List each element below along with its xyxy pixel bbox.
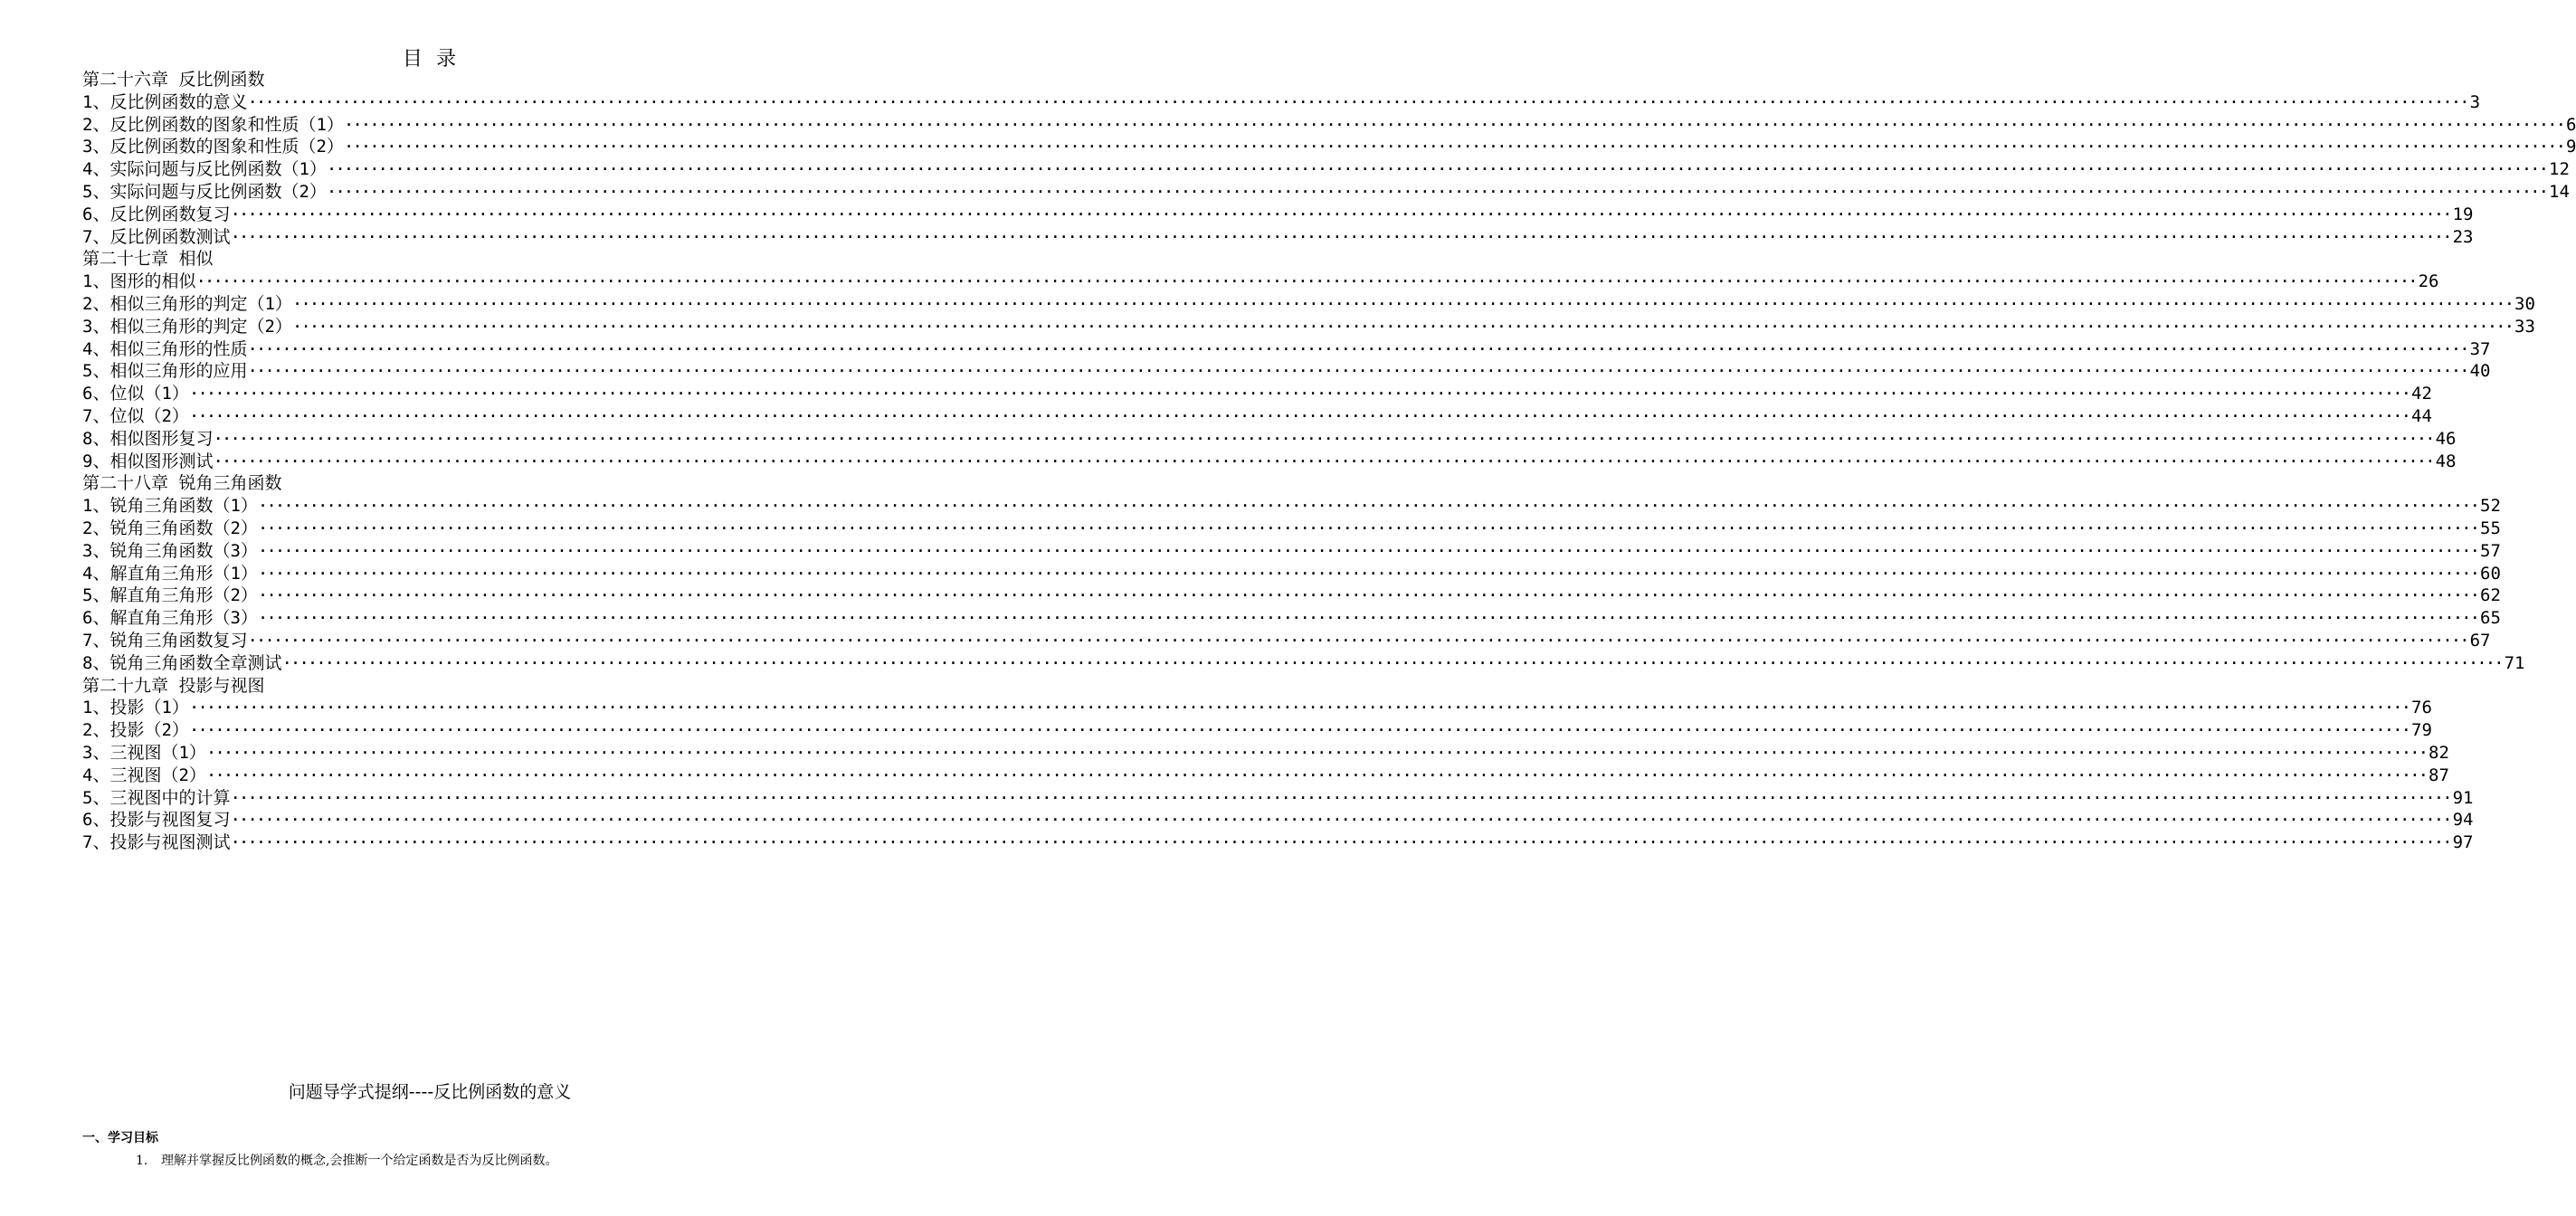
toc-entry: [82, 383, 2432, 405]
toc-entry: [82, 451, 2457, 473]
toc-entry-label: 6、投影与视图复习: [82, 810, 231, 831]
dot-leader: ····································································································································································································································································: [230, 832, 2451, 853]
dot-leader: ····································································································································································································································································: [188, 405, 2410, 426]
chapter-heading: 第二十六章 反比例函数: [82, 70, 265, 90]
toc-entry-label: 1、反比例函数的意义: [82, 91, 248, 112]
toc-entry: [82, 495, 2501, 518]
dot-leader: ····································································································································································································································································: [195, 271, 2417, 292]
toc-entry-label: 7、位似（2）: [82, 405, 189, 426]
dot-leader: ····································································································································································································································································: [257, 518, 2479, 538]
toc-entry-page: 52: [2480, 496, 2501, 517]
toc-entry: [82, 765, 2449, 787]
toc-entry-page: 9: [2566, 137, 2576, 157]
section-heading: 一、学习目标: [82, 1131, 158, 1145]
toc-entry-label: 7、锐角三角函数复习: [82, 630, 248, 651]
dot-leader: ····································································································································································································································································: [213, 428, 2434, 449]
dot-leader: ····································································································································································································································································: [281, 652, 2503, 673]
toc-entry: [82, 316, 2535, 338]
toc-entry: [82, 831, 2474, 854]
toc-entry-label: 1、投影（1）: [82, 698, 189, 718]
toc-entry: [82, 114, 2576, 137]
toc-entry-page: 97: [2452, 832, 2474, 853]
dot-leader: ····································································································································································································································································: [257, 563, 2479, 584]
outline-title: 问题导学式提纲----反比例函数的意义: [288, 1082, 572, 1102]
dot-leader: ····································································································································································································································································: [188, 698, 2410, 718]
dot-leader: ····································································································································································································································································: [188, 720, 2410, 741]
toc-entry-label: 1、锐角三角函数（1）: [82, 496, 258, 517]
toc-entry-label: 4、实际问题与反比例函数（1）: [82, 159, 327, 180]
toc-entry-page: 42: [2411, 384, 2432, 404]
toc-entry-page: 26: [2418, 271, 2439, 292]
table-of-contents: [82, 69, 2576, 854]
dot-leader: ····································································································································································································································································: [230, 226, 2451, 247]
dot-leader: ····································································································································································································································································: [247, 361, 2468, 382]
chapter-heading: 第二十九章 投影与视图: [82, 675, 265, 696]
toc-entry-label: 4、相似三角形的性质: [82, 338, 248, 359]
toc-entry-label: 5、实际问题与反比例函数（2）: [82, 181, 327, 202]
toc-entry: [82, 136, 2576, 158]
toc-entry: [82, 181, 2570, 204]
dot-leader: ····································································································································································································································································: [291, 316, 2514, 337]
toc-entry-label: 3、三视图（1）: [82, 742, 206, 763]
toc-entry: [82, 540, 2501, 563]
toc-entry-label: 5、三视图中的计算: [82, 787, 231, 808]
dot-leader: ····································································································································································································································································: [205, 765, 2428, 785]
dot-leader: ····································································································································································································································································: [188, 384, 2410, 404]
dot-leader: ····································································································································································································································································: [291, 293, 2514, 314]
dot-leader: ····································································································································································································································································: [326, 181, 2548, 202]
toc-entry-label: 4、三视图（2）: [82, 765, 206, 785]
toc-entry: [82, 563, 2501, 585]
toc-entry-label: 8、锐角三角函数全章测试: [82, 652, 282, 673]
dot-leader: ····································································································································································································································································: [247, 630, 2468, 651]
toc-entry-page: 76: [2411, 698, 2432, 718]
toc-entry-label: 4、解直角三角形（1）: [82, 563, 258, 584]
dot-leader: ····································································································································································································································································: [343, 137, 2565, 157]
dot-leader: ····································································································································································································································································: [257, 608, 2479, 629]
toc-entry-label: 6、反比例函数复习: [82, 204, 231, 224]
toc-entry-page: 65: [2480, 608, 2501, 629]
toc-entry: [82, 226, 2474, 249]
toc-entry-page: 14: [2549, 181, 2570, 202]
toc-entry-label: 6、解直角三角形（3）: [82, 608, 258, 629]
toc-entry-label: 5、相似三角形的应用: [82, 361, 248, 382]
dot-leader: ····································································································································································································································································: [230, 787, 2451, 808]
toc-entry: [82, 518, 2501, 540]
toc-entry-label: 3、相似三角形的判定（2）: [82, 316, 292, 337]
toc-entry-page: 30: [2514, 293, 2535, 314]
toc-entry: [82, 584, 2501, 607]
toc-entry-page: 94: [2452, 810, 2474, 831]
toc-entry-label: 2、相似三角形的判定（1）: [82, 293, 292, 314]
toc-entry-page: 71: [2504, 652, 2525, 673]
toc-entry: [82, 787, 2474, 810]
toc-entry-label: 3、反比例函数的图象和性质（2）: [82, 137, 344, 157]
dot-leader: ····································································································································································································································································: [257, 540, 2479, 561]
toc-entry-page: 40: [2469, 361, 2491, 382]
toc-entry-page: 62: [2480, 585, 2501, 606]
dot-leader: ····································································································································································································································································: [230, 810, 2451, 831]
dot-leader: ····································································································································································································································································: [247, 338, 2468, 359]
toc-entry: [82, 338, 2491, 361]
toc-entry-label: 7、反比例函数测试: [82, 226, 231, 247]
toc-entry-label: 3、锐角三角函数（3）: [82, 540, 258, 561]
toc-entry: [82, 360, 2491, 383]
toc-entry-page: 55: [2480, 518, 2501, 538]
toc-entry-label: 7、投影与视图测试: [82, 832, 231, 853]
dot-leader: ····································································································································································································································································: [326, 159, 2548, 180]
toc-entry-page: 37: [2469, 338, 2491, 359]
toc-entry: [82, 405, 2432, 428]
toc-entry-page: 23: [2452, 226, 2474, 247]
toc-entry-label: 2、投影（2）: [82, 720, 189, 741]
toc-entry-page: 19: [2452, 204, 2474, 224]
dot-leader: ····································································································································································································································································: [343, 114, 2565, 135]
toc-entry-page: 60: [2480, 563, 2501, 584]
objective-text: 理解并掌握反比例函数的概念,会推断一个给定函数是否为反比例函数。: [161, 1154, 558, 1168]
chapter-heading: 第二十七章 相似: [82, 249, 214, 270]
toc-entry: [82, 697, 2432, 719]
toc-entry-page: 67: [2469, 630, 2491, 651]
toc-entry-page: 12: [2549, 159, 2570, 180]
toc-entry-page: 44: [2411, 405, 2432, 426]
toc-entry-label: 2、反比例函数的图象和性质（1）: [82, 114, 344, 135]
toc-entry-label: 8、相似图形复习: [82, 428, 214, 449]
toc-entry: [82, 271, 2439, 293]
chapter-heading: 第二十八章 锐角三角函数: [82, 473, 282, 494]
toc-entry: [82, 428, 2457, 451]
toc-entry: [82, 91, 2481, 114]
toc-entry-label: 2、锐角三角函数（2）: [82, 518, 258, 538]
toc-entry-page: 79: [2411, 720, 2432, 741]
toc-entry-page: 33: [2514, 316, 2535, 337]
dot-leader: ····································································································································································································································································: [205, 742, 2428, 763]
dot-leader: ····································································································································································································································································: [213, 451, 2434, 471]
toc-title: 目 录: [402, 48, 458, 71]
toc-entry-page: 57: [2480, 540, 2501, 561]
toc-entry: [82, 607, 2501, 630]
toc-entry-page: 87: [2429, 765, 2449, 785]
toc-entry: [82, 204, 2474, 226]
toc-entry: [82, 652, 2525, 675]
toc-entry: [82, 158, 2570, 181]
toc-entry: [82, 742, 2449, 765]
toc-entry: [82, 719, 2432, 742]
dot-leader: ····································································································································································································································································: [257, 496, 2479, 517]
dot-leader: ····································································································································································································································································: [257, 585, 2479, 606]
toc-entry: [82, 293, 2535, 316]
toc-entry-label: 9、相似图形测试: [82, 451, 214, 471]
toc-entry-page: 91: [2452, 787, 2474, 808]
toc-entry: [82, 630, 2491, 652]
toc-entry-page: 82: [2429, 742, 2449, 763]
toc-entry-label: 6、位似（1）: [82, 384, 189, 404]
toc-entry-page: 6: [2566, 114, 2576, 135]
toc-entry-page: 48: [2435, 451, 2457, 471]
toc-entry-label: 5、解直角三角形（2）: [82, 585, 258, 606]
dot-leader: ····································································································································································································································································: [247, 91, 2468, 112]
toc-entry: [82, 809, 2474, 831]
toc-entry-label: 1、图形的相似: [82, 271, 196, 292]
objective-item: [136, 1151, 557, 1169]
toc-entry-page: 46: [2435, 428, 2457, 449]
dot-leader: ····································································································································································································································································: [230, 204, 2451, 224]
toc-entry-page: 3: [2469, 91, 2481, 112]
objective-number: 1.: [136, 1154, 148, 1168]
